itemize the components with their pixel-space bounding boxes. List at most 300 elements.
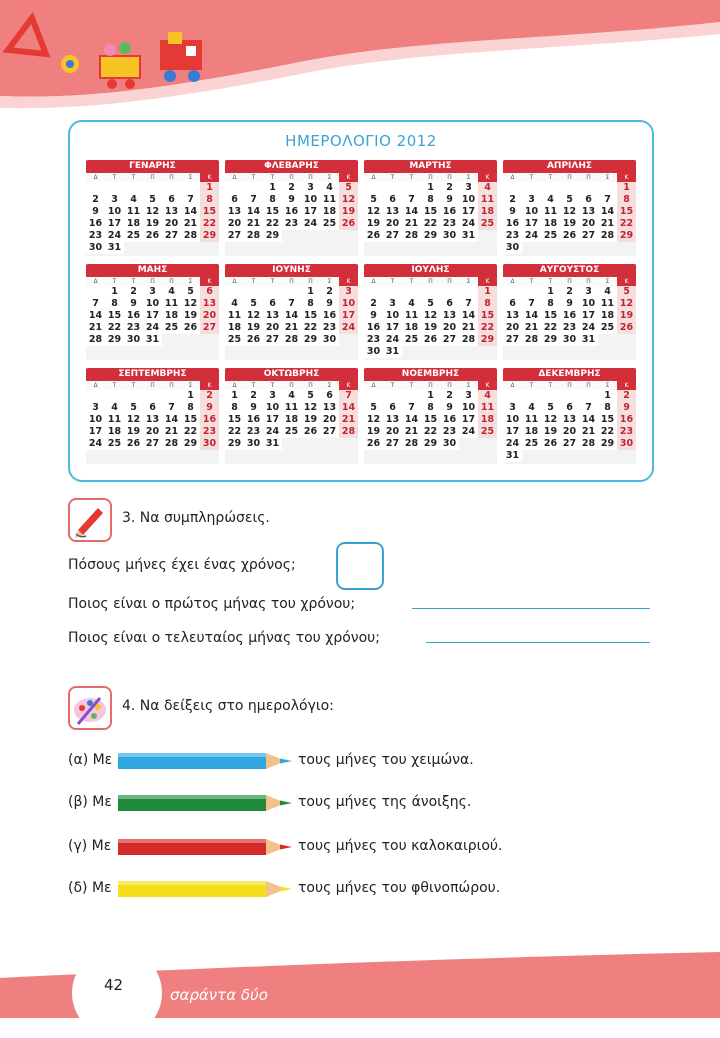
day-cell: 27: [143, 438, 162, 450]
month-4[interactable]: [503, 160, 636, 256]
weekday-label: Τ: [529, 174, 534, 181]
day-cell: 19: [617, 310, 636, 322]
day-grid: [364, 390, 497, 450]
day-cell: 30: [440, 438, 459, 450]
day-cell: 9: [503, 206, 522, 218]
day-cell: 4: [402, 298, 421, 310]
day-cell: 24: [263, 426, 282, 438]
day-cell: 2: [86, 194, 105, 206]
day-cell: 21: [339, 414, 358, 426]
day-cell: 25: [541, 230, 560, 242]
day-cell: 3: [86, 402, 105, 414]
weekday-label: Δ: [93, 382, 98, 389]
weekday-label: Π: [169, 174, 174, 181]
weekday-label: Τ: [112, 278, 117, 285]
empty-day: [421, 286, 440, 298]
day-cell: 6: [320, 390, 339, 402]
day-cell: 9: [86, 206, 105, 218]
day-grid: [86, 182, 219, 254]
day-cell: 4: [282, 390, 301, 402]
day-cell: 25: [598, 322, 617, 334]
weekday-label: Δ: [232, 278, 237, 285]
weekday-label: Π: [289, 174, 294, 181]
day-cell: 14: [402, 414, 421, 426]
weekday-label: Π: [586, 174, 591, 181]
month-name: ΙΟΥΝΗΣ: [225, 264, 358, 277]
month-10[interactable]: [225, 368, 358, 464]
day-cell: 25: [124, 230, 143, 242]
day-cell: 1: [617, 182, 636, 194]
day-cell: 14: [459, 310, 478, 322]
weekday-header: [503, 277, 636, 286]
day-cell: 10: [503, 414, 522, 426]
weekday-label: Π: [428, 382, 433, 389]
day-cell: 1: [181, 390, 200, 402]
empty-day: [225, 182, 244, 194]
day-cell: 6: [383, 194, 402, 206]
empty-day: [162, 390, 181, 402]
day-cell: 24: [105, 230, 124, 242]
day-cell: 17: [459, 206, 478, 218]
month-2[interactable]: [225, 160, 358, 256]
weekday-label: Π: [289, 382, 294, 389]
day-cell: 23: [282, 218, 301, 230]
day-cell: 16: [560, 310, 579, 322]
exercise3-title: 3. Να συμπληρώσεις.: [122, 510, 270, 526]
day-cell: 25: [478, 218, 497, 230]
day-cell: 10: [86, 414, 105, 426]
month-name: ΦΛΕΒΑΡΗΣ: [225, 160, 358, 173]
color-item-text: τους μήνες του καλοκαιριού.: [298, 838, 503, 854]
day-cell: 14: [579, 414, 598, 426]
question-last-month: Ποιος είναι ο τελευταίος μήνας του χρόνου;: [68, 630, 380, 646]
day-cell: 3: [301, 182, 320, 194]
month-7[interactable]: [364, 264, 497, 360]
day-cell: 29: [421, 230, 440, 242]
day-cell: 11: [402, 310, 421, 322]
empty-day: [364, 286, 383, 298]
empty-day: [86, 182, 105, 194]
day-cell: 6: [383, 402, 402, 414]
empty-day: [383, 182, 402, 194]
day-cell: 30: [617, 438, 636, 450]
weekday-label: Π: [447, 382, 452, 389]
day-cell: 28: [244, 230, 263, 242]
day-cell: 20: [200, 310, 219, 322]
day-cell: 15: [181, 414, 200, 426]
gear-icon: [61, 55, 79, 73]
day-cell: 21: [181, 218, 200, 230]
month-12[interactable]: [503, 368, 636, 464]
day-cell: 23: [320, 322, 339, 334]
toy-train-icon: [160, 32, 202, 82]
empty-day: [503, 286, 522, 298]
day-cell: 7: [181, 194, 200, 206]
weekday-label: Κ: [617, 173, 636, 182]
day-cell: 19: [421, 322, 440, 334]
weekday-label: Σ: [327, 278, 332, 285]
day-cell: 5: [617, 286, 636, 298]
day-cell: 26: [181, 322, 200, 334]
day-cell: 1: [200, 182, 219, 194]
day-cell: 17: [522, 218, 541, 230]
day-cell: 11: [598, 298, 617, 310]
day-cell: 24: [143, 322, 162, 334]
day-cell: 29: [301, 334, 320, 346]
day-cell: 8: [598, 402, 617, 414]
day-cell: 14: [402, 206, 421, 218]
day-cell: 1: [421, 390, 440, 402]
weekday-label: Τ: [390, 278, 395, 285]
empty-day: [459, 286, 478, 298]
weekday-label: Τ: [131, 278, 136, 285]
day-cell: 21: [402, 218, 421, 230]
day-cell: 12: [364, 206, 383, 218]
day-cell: 23: [124, 322, 143, 334]
day-cell: 8: [301, 298, 320, 310]
day-cell: 6: [225, 194, 244, 206]
day-cell: 22: [421, 426, 440, 438]
colored-pencil-icon: [118, 792, 298, 814]
weekday-label: Τ: [548, 174, 553, 181]
day-cell: 22: [541, 322, 560, 334]
day-cell: 4: [320, 182, 339, 194]
day-cell: 15: [598, 414, 617, 426]
weekday-label: Π: [447, 174, 452, 181]
day-cell: 6: [143, 402, 162, 414]
day-cell: 31: [459, 230, 478, 242]
day-cell: 25: [162, 322, 181, 334]
day-cell: 8: [263, 194, 282, 206]
day-cell: 3: [503, 402, 522, 414]
weekday-header: [364, 381, 497, 390]
day-cell: 11: [124, 206, 143, 218]
day-cell: 9: [282, 194, 301, 206]
day-cell: 28: [86, 334, 105, 346]
weekday-label: Π: [428, 174, 433, 181]
empty-day: [244, 182, 263, 194]
day-cell: 20: [560, 426, 579, 438]
empty-day: [105, 390, 124, 402]
day-cell: 22: [181, 426, 200, 438]
day-cell: 29: [541, 334, 560, 346]
color-item-label: (δ) Με: [68, 880, 112, 896]
day-cell: 21: [459, 322, 478, 334]
weekday-label: Π: [447, 278, 452, 285]
day-cell: 24: [301, 218, 320, 230]
last-month-answer-line[interactable]: [426, 642, 650, 643]
day-cell: 30: [503, 242, 522, 254]
day-cell: 21: [579, 426, 598, 438]
day-cell: 14: [181, 206, 200, 218]
day-cell: 3: [143, 286, 162, 298]
weekday-label: Σ: [605, 382, 610, 389]
day-cell: 18: [320, 206, 339, 218]
day-cell: 10: [339, 298, 358, 310]
month-3[interactable]: [364, 160, 497, 256]
day-cell: 1: [225, 390, 244, 402]
day-cell: 3: [105, 194, 124, 206]
day-cell: 7: [402, 402, 421, 414]
day-cell: 19: [364, 218, 383, 230]
day-cell: 28: [402, 230, 421, 242]
day-cell: 2: [124, 286, 143, 298]
day-cell: 27: [320, 426, 339, 438]
weekday-label: Σ: [188, 382, 193, 389]
day-cell: 27: [162, 230, 181, 242]
weekday-label: Σ: [605, 174, 610, 181]
weekday-label: Δ: [510, 174, 515, 181]
month-5[interactable]: [86, 264, 219, 360]
weekday-header: [225, 173, 358, 182]
month-name: ΟΚΤΩΒΡΗΣ: [225, 368, 358, 381]
day-cell: 6: [263, 298, 282, 310]
color-item-label: (γ) Με: [68, 838, 112, 854]
day-cell: 17: [143, 310, 162, 322]
empty-day: [522, 390, 541, 402]
day-cell: 26: [617, 322, 636, 334]
month-8[interactable]: [503, 264, 636, 360]
day-cell: 17: [459, 414, 478, 426]
day-cell: 3: [263, 390, 282, 402]
calendar-panel: [68, 120, 654, 482]
day-cell: 15: [478, 310, 497, 322]
day-cell: 22: [225, 426, 244, 438]
day-cell: 26: [143, 230, 162, 242]
day-cell: 11: [162, 298, 181, 310]
day-cell: 5: [124, 402, 143, 414]
day-cell: 19: [124, 426, 143, 438]
day-cell: 2: [364, 298, 383, 310]
day-cell: 22: [421, 218, 440, 230]
day-cell: 25: [478, 426, 497, 438]
day-cell: 2: [503, 194, 522, 206]
day-cell: 17: [383, 322, 402, 334]
weekday-label: Π: [150, 278, 155, 285]
first-month-answer-line[interactable]: [412, 608, 650, 609]
weekday-label: Π: [586, 382, 591, 389]
weekday-label: Τ: [112, 382, 117, 389]
day-cell: 16: [124, 310, 143, 322]
weekday-header: [225, 381, 358, 390]
weekday-label: Τ: [112, 174, 117, 181]
day-cell: 1: [301, 286, 320, 298]
weekday-label: Δ: [93, 174, 98, 181]
day-cell: 7: [244, 194, 263, 206]
weekday-header: [86, 381, 219, 390]
weekday-label: Κ: [339, 277, 358, 286]
day-cell: 4: [124, 194, 143, 206]
day-cell: 18: [598, 310, 617, 322]
day-cell: 17: [301, 206, 320, 218]
day-cell: 12: [244, 310, 263, 322]
day-cell: 1: [105, 286, 124, 298]
day-cell: 28: [598, 230, 617, 242]
empty-day: [364, 390, 383, 402]
day-cell: 9: [244, 402, 263, 414]
day-cell: 19: [181, 310, 200, 322]
weekday-header: [503, 381, 636, 390]
day-cell: 26: [364, 230, 383, 242]
day-cell: 26: [301, 426, 320, 438]
month-1[interactable]: [86, 160, 219, 256]
day-cell: 26: [560, 230, 579, 242]
day-cell: 22: [598, 426, 617, 438]
day-cell: 24: [86, 438, 105, 450]
weekday-label: Τ: [251, 174, 256, 181]
day-cell: 6: [579, 194, 598, 206]
empty-day: [522, 286, 541, 298]
weekday-label: Π: [289, 278, 294, 285]
day-cell: 16: [320, 310, 339, 322]
day-cell: 5: [143, 194, 162, 206]
day-cell: 2: [440, 182, 459, 194]
day-cell: 22: [617, 218, 636, 230]
day-cell: 2: [320, 286, 339, 298]
day-cell: 14: [244, 206, 263, 218]
day-cell: 11: [478, 194, 497, 206]
day-cell: 20: [320, 414, 339, 426]
day-cell: 4: [225, 298, 244, 310]
day-cell: 28: [162, 438, 181, 450]
empty-day: [143, 390, 162, 402]
weekday-label: Κ: [617, 381, 636, 390]
palette-exercise-icon: [68, 686, 112, 730]
day-cell: 17: [503, 426, 522, 438]
day-cell: 30: [200, 438, 219, 450]
day-cell: 29: [105, 334, 124, 346]
day-cell: 13: [320, 402, 339, 414]
day-cell: 7: [598, 194, 617, 206]
weekday-label: Σ: [605, 278, 610, 285]
weekday-label: Τ: [270, 382, 275, 389]
month-11[interactable]: [364, 368, 497, 464]
weekday-label: Τ: [548, 278, 553, 285]
day-cell: 14: [339, 402, 358, 414]
day-cell: 7: [282, 298, 301, 310]
day-cell: 28: [181, 230, 200, 242]
day-cell: 10: [383, 310, 402, 322]
day-cell: 19: [244, 322, 263, 334]
day-cell: 28: [459, 334, 478, 346]
weekday-label: Τ: [529, 278, 534, 285]
weekday-label: Π: [428, 278, 433, 285]
day-cell: 18: [282, 414, 301, 426]
day-cell: 8: [421, 194, 440, 206]
empty-day: [402, 286, 421, 298]
day-cell: 30: [440, 230, 459, 242]
empty-day: [282, 286, 301, 298]
weekday-label: Π: [169, 278, 174, 285]
day-cell: 23: [86, 230, 105, 242]
month-name: ΙΟΥΛΗΣ: [364, 264, 497, 277]
day-cell: 23: [244, 426, 263, 438]
day-cell: 3: [383, 298, 402, 310]
day-cell: 10: [459, 194, 478, 206]
day-cell: 10: [263, 402, 282, 414]
month-9[interactable]: [86, 368, 219, 464]
day-cell: 31: [105, 242, 124, 254]
day-cell: 15: [105, 310, 124, 322]
day-cell: 9: [124, 298, 143, 310]
day-cell: 18: [478, 206, 497, 218]
day-cell: 28: [579, 438, 598, 450]
day-cell: 17: [579, 310, 598, 322]
weekday-label: Τ: [131, 174, 136, 181]
empty-day: [383, 390, 402, 402]
day-cell: 10: [143, 298, 162, 310]
weekday-label: Δ: [510, 382, 515, 389]
day-cell: 13: [503, 310, 522, 322]
day-cell: 13: [579, 206, 598, 218]
empty-day: [522, 182, 541, 194]
day-cell: 16: [244, 414, 263, 426]
day-cell: 9: [440, 402, 459, 414]
color-item-text: τους μήνες του φθινοπώρου.: [298, 880, 501, 896]
day-cell: 23: [617, 426, 636, 438]
empty-day: [402, 182, 421, 194]
day-cell: 28: [339, 426, 358, 438]
day-cell: 1: [263, 182, 282, 194]
day-cell: 22: [301, 322, 320, 334]
day-cell: 28: [282, 334, 301, 346]
empty-day: [244, 286, 263, 298]
day-cell: 14: [282, 310, 301, 322]
day-cell: 16: [282, 206, 301, 218]
month-6[interactable]: [225, 264, 358, 360]
day-cell: 20: [383, 426, 402, 438]
empty-day: [143, 182, 162, 194]
months-count-answer-box[interactable]: [336, 542, 384, 590]
day-cell: 27: [383, 230, 402, 242]
day-cell: 12: [143, 206, 162, 218]
day-cell: 15: [421, 414, 440, 426]
day-cell: 18: [124, 218, 143, 230]
weekday-label: Τ: [548, 382, 553, 389]
empty-day: [124, 182, 143, 194]
day-cell: 8: [541, 298, 560, 310]
day-cell: 5: [301, 390, 320, 402]
day-cell: 31: [503, 450, 522, 462]
day-cell: 30: [86, 242, 105, 254]
day-cell: 20: [440, 322, 459, 334]
day-cell: 28: [402, 438, 421, 450]
day-cell: 12: [181, 298, 200, 310]
color-item-label: (β) Με: [68, 794, 112, 810]
day-cell: 13: [263, 310, 282, 322]
day-cell: 26: [541, 438, 560, 450]
day-cell: 29: [181, 438, 200, 450]
day-cell: 29: [598, 438, 617, 450]
day-cell: 21: [282, 322, 301, 334]
day-cell: 19: [541, 426, 560, 438]
day-cell: 27: [383, 438, 402, 450]
day-cell: 4: [105, 402, 124, 414]
month-name: ΜΑΗΣ: [86, 264, 219, 277]
weekday-label: Κ: [478, 173, 497, 182]
weekday-label: Κ: [478, 381, 497, 390]
question-months-count: Πόσους μήνες έχει ένας χρόνος;: [68, 557, 296, 573]
day-cell: 27: [503, 334, 522, 346]
empty-day: [503, 390, 522, 402]
day-cell: 31: [383, 346, 402, 358]
day-cell: 20: [503, 322, 522, 334]
month-name: ΜΑΡΤΗΣ: [364, 160, 497, 173]
weekday-label: Δ: [371, 174, 376, 181]
weekday-label: Κ: [617, 277, 636, 286]
weekday-label: Π: [567, 382, 572, 389]
day-cell: 25: [402, 334, 421, 346]
